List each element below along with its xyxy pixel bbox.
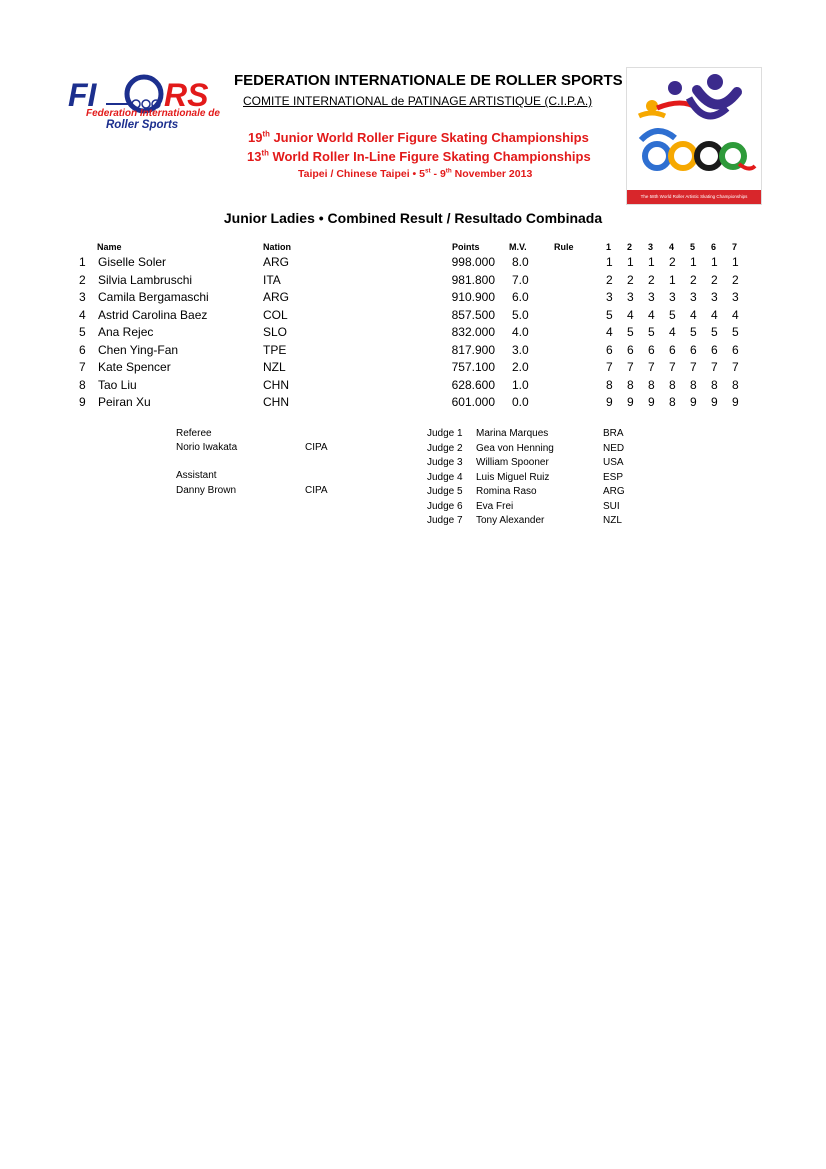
col-header-mv: M.V. — [509, 242, 527, 252]
judge-placement: 4 — [690, 307, 697, 322]
skater-points: 628.600 — [451, 377, 495, 392]
col-header-points: Points — [452, 242, 480, 252]
svg-text:RS: RS — [164, 77, 209, 113]
skater-name: Astrid Carolina Baez — [98, 307, 208, 322]
row-rank: 4 — [79, 307, 86, 322]
judge-placement: 2 — [648, 272, 655, 287]
judge-country: NED — [603, 442, 625, 454]
logo-subtitle-2: Roller Sports — [106, 119, 179, 131]
judge-placement: 1 — [669, 272, 676, 287]
judge-placement: 3 — [648, 290, 655, 304]
judge-placement: 2 — [669, 255, 676, 269]
judge-placement: 4 — [648, 307, 655, 322]
judge-label: Judge 3 — [427, 457, 463, 468]
judge-name: Gea von Henning — [476, 442, 554, 454]
judge-placement: 6 — [606, 342, 613, 357]
skater-mv: 1.0 — [512, 377, 529, 392]
judge-placement: 5 — [648, 325, 655, 339]
skater-name: Silvia Lambruschi — [98, 272, 193, 287]
judge-placement: 7 — [648, 360, 655, 374]
judge-placement: 8 — [627, 377, 634, 392]
logo-banner: The 58th World Roller Artistic Skating Championships — [627, 190, 761, 204]
col-header-judge-3: 3 — [648, 242, 654, 252]
skater-name: Giselle Soler — [98, 255, 167, 269]
skater-points: 832.000 — [451, 325, 495, 339]
row-rank: 6 — [79, 342, 86, 357]
skater-nation: TPE — [263, 342, 287, 357]
judge-placement: 3 — [627, 290, 634, 304]
federation-title: FEDERATION INTERNATIONALE DE ROLLER SPORTS — [234, 72, 623, 89]
judge-placement: 6 — [669, 342, 676, 357]
judge-country: NZL — [603, 515, 622, 526]
skater-nation: CHN — [263, 377, 289, 392]
championship-logo — [626, 67, 762, 205]
row-rank: 8 — [79, 377, 86, 392]
judge-placement: 7 — [690, 360, 697, 374]
col-header-name: Name — [97, 242, 122, 252]
skater-points: 817.900 — [451, 342, 495, 357]
judge-placement: 3 — [606, 290, 613, 304]
col-header-judge-6: 6 — [711, 242, 717, 252]
skater-name: Peiran Xu — [98, 395, 151, 409]
judge-placement: 9 — [690, 395, 697, 409]
judge-placement: 3 — [732, 290, 739, 304]
judge-placement: 1 — [627, 255, 634, 269]
judge-country: BRA — [603, 428, 624, 439]
judge-name: Luis Miguel Ruiz — [476, 471, 550, 483]
skater-points: 857.500 — [451, 307, 495, 322]
referee-org: CIPA — [305, 442, 328, 453]
skater-name: Tao Liu — [98, 377, 137, 392]
judge-label: Judge 1 — [427, 428, 463, 439]
judge-placement: 5 — [606, 307, 613, 322]
svg-text:FI: FI — [68, 77, 97, 113]
judge-placement: 9 — [711, 395, 718, 409]
skater-nation: SLO — [263, 325, 288, 339]
judge-placement: 8 — [690, 377, 697, 392]
judge-placement: 5 — [669, 307, 676, 322]
event-title: Junior Ladies • Combined Result / Resultado Combinada — [223, 210, 603, 226]
judge-placement: 8 — [669, 377, 676, 392]
referee-name: Norio Iwakata — [176, 442, 238, 453]
judge-placement: 2 — [711, 272, 718, 287]
judge-placement: 7 — [606, 360, 613, 374]
col-header-judge-2: 2 — [627, 242, 633, 252]
judge-placement: 1 — [606, 255, 613, 269]
judge-label: Judge 2 — [427, 442, 463, 454]
skater-nation: ARG — [263, 290, 290, 304]
judge-country: USA — [603, 457, 624, 468]
skater-mv: 5.0 — [512, 307, 529, 322]
judge-placement: 7 — [669, 360, 676, 374]
judge-label: Judge 6 — [427, 500, 463, 512]
skater-name: Camila Bergamaschi — [98, 290, 209, 304]
judge-label: Judge 7 — [427, 515, 463, 526]
judge-placement: 2 — [690, 272, 697, 287]
skater-mv: 7.0 — [512, 272, 529, 287]
judge-placement: 9 — [648, 395, 655, 409]
assistant-label: Assistant — [176, 470, 217, 481]
col-header-judge-7: 7 — [732, 242, 738, 252]
skater-points: 998.000 — [451, 255, 495, 269]
judge-placement: 1 — [732, 255, 739, 269]
judge-placement: 6 — [732, 342, 739, 357]
judge-placement: 7 — [732, 360, 739, 374]
judge-placement: 1 — [711, 255, 718, 269]
skater-mv: 0.0 — [512, 395, 529, 409]
committee-subtitle: COMITE INTERNATIONAL de PATINAGE ARTISTIQUE (C.I.P.A.) — [243, 94, 593, 108]
judge-name: Tony Alexander — [476, 515, 545, 526]
skater-nation: CHN — [263, 395, 289, 409]
skater-nation: ITA — [263, 272, 281, 287]
judge-placement: 6 — [627, 342, 634, 357]
judge-placement: 1 — [690, 255, 697, 269]
skater-points: 601.000 — [451, 395, 495, 409]
logo-subtitle-1: Federation Internationale de — [86, 108, 220, 119]
judge-placement: 6 — [690, 342, 697, 357]
championship-line-1: 19th Junior World Roller Figure Skating Championships — [248, 129, 589, 145]
judge-country: ESP — [603, 471, 624, 483]
row-rank: 3 — [79, 290, 86, 304]
skater-name: Ana Rejec — [98, 325, 154, 339]
judge-placement: 4 — [732, 307, 739, 322]
judge-name: Marina Marques — [476, 428, 549, 439]
skater-nation: ARG — [263, 255, 290, 269]
skater-nation: COL — [263, 307, 288, 322]
venue-dates: Taipei / Chinese Taipei • 5st - 9th November 2013 — [298, 167, 533, 180]
skater-mv: 6.0 — [512, 290, 529, 304]
judge-country: SUI — [603, 500, 620, 512]
row-rank: 9 — [79, 395, 86, 409]
judge-placement: 9 — [732, 395, 739, 409]
row-rank: 5 — [79, 325, 86, 339]
judge-placement: 9 — [606, 395, 613, 409]
judge-placement: 8 — [606, 377, 613, 392]
assistant-org: CIPA — [305, 485, 328, 496]
judge-label: Judge 4 — [427, 471, 463, 483]
referee-label: Referee — [176, 428, 212, 439]
col-header-nation: Nation — [263, 242, 291, 252]
skater-mv: 3.0 — [512, 342, 529, 357]
skater-points: 981.800 — [451, 272, 495, 287]
assistant-name: Danny Brown — [176, 485, 237, 496]
judge-placement: 7 — [627, 360, 634, 374]
judge-placement: 4 — [606, 325, 613, 339]
judge-label: Judge 5 — [427, 486, 463, 497]
col-header-judge-5: 5 — [690, 242, 696, 252]
judge-placement: 4 — [711, 307, 718, 322]
judge-placement: 6 — [648, 342, 655, 357]
row-rank: 1 — [79, 255, 86, 269]
judge-name: William Spooner — [476, 457, 549, 468]
judge-placement: 7 — [711, 360, 718, 374]
judge-placement: 5 — [732, 325, 739, 339]
skater-mv: 2.0 — [512, 360, 529, 374]
judge-placement: 3 — [690, 290, 697, 304]
col-header-rule: Rule — [554, 242, 574, 252]
row-rank: 7 — [79, 360, 86, 374]
judge-placement: 4 — [669, 325, 676, 339]
judge-placement: 8 — [732, 377, 739, 392]
judge-placement: 4 — [627, 307, 634, 322]
skater-points: 910.900 — [451, 290, 495, 304]
row-rank: 2 — [79, 272, 86, 287]
skater-name: Chen Ying-Fan — [98, 342, 179, 357]
judge-placement: 8 — [711, 377, 718, 392]
skater-mv: 8.0 — [512, 255, 529, 269]
judge-placement: 5 — [627, 325, 634, 339]
judge-country: ARG — [603, 486, 625, 497]
championship-line-2: 13th World Roller In-Line Figure Skating Championships — [247, 148, 591, 164]
judge-placement: 3 — [711, 290, 718, 304]
skater-name: Kate Spencer — [98, 360, 171, 374]
col-header-judge-4: 4 — [669, 242, 675, 252]
judge-placement: 1 — [648, 255, 655, 269]
judge-placement: 9 — [627, 395, 634, 409]
judge-name: Eva Frei — [476, 500, 514, 512]
judge-placement: 2 — [606, 272, 613, 287]
judge-name: Romina Raso — [476, 486, 537, 497]
judge-placement: 8 — [648, 377, 655, 392]
skater-nation: NZL — [263, 360, 286, 374]
skater-mv: 4.0 — [512, 325, 529, 339]
col-header-judge-1: 1 — [606, 242, 612, 252]
judge-placement: 2 — [732, 272, 739, 287]
judge-placement: 3 — [669, 290, 676, 304]
firs-logo — [66, 68, 226, 134]
judge-placement: 8 — [669, 395, 676, 409]
skater-points: 757.100 — [451, 360, 495, 374]
judge-placement: 6 — [711, 342, 718, 357]
judge-placement: 2 — [627, 272, 634, 287]
judge-placement: 5 — [690, 325, 697, 339]
judge-placement: 5 — [711, 325, 718, 339]
